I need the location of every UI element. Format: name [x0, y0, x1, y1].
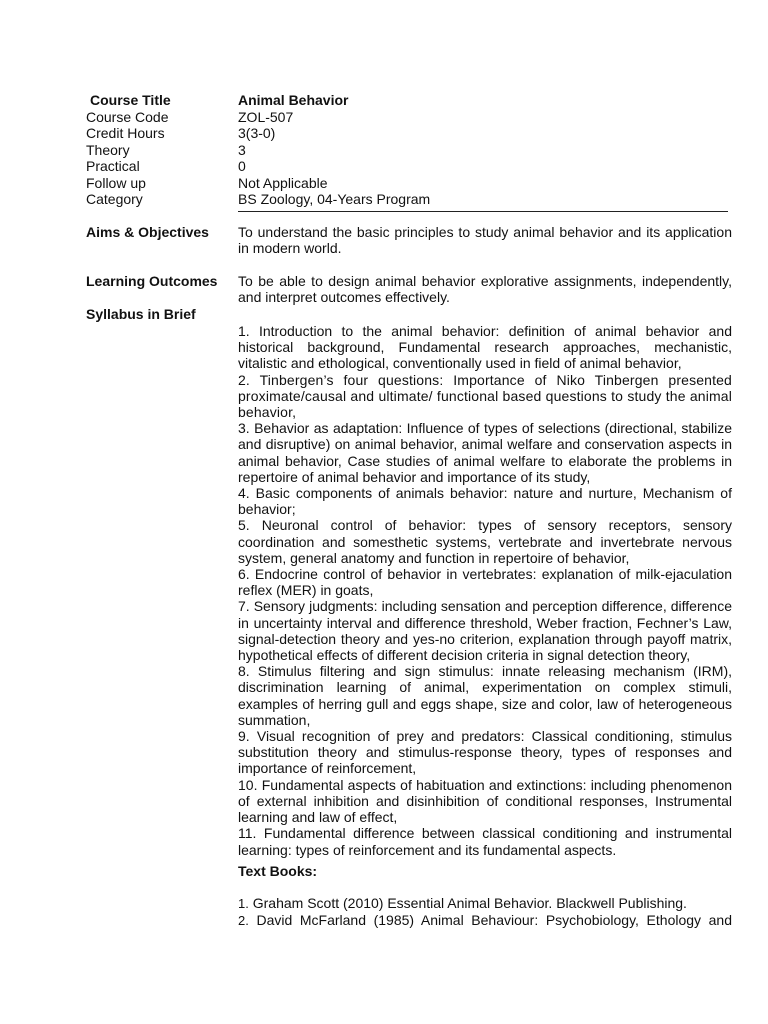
aims-label: Aims & Objectives [86, 224, 209, 240]
credit-hours-value: 3(3-0) [238, 125, 276, 141]
syllabus-item: 1. Introduction to the animal behavior: definition of animal behavior and historical background, Fundamental research approaches, mechanistic, vitalistic and ethological, conventionally used in field of animal behavior, [238, 323, 732, 372]
follow-up-row [86, 175, 736, 192]
theory-row [86, 142, 736, 159]
syllabus-item: 9. Visual recognition of prey and predators: Classical conditioning, stimulus substitution theory and stimulus-response theory, types of responses and importance of reinforcement, [238, 728, 732, 777]
course-title-row [86, 92, 736, 109]
practical-value: 0 [238, 158, 246, 174]
textbooks-heading: Text Books: [238, 863, 318, 879]
course-code-row [86, 109, 736, 126]
practical-row [86, 158, 736, 175]
textbook-text: Graham Scott (2010) Essential Animal Behavior. Blackwell Publishing. [252, 895, 687, 911]
follow-up-value: Not Applicable [238, 174, 328, 191]
syllabus-list [238, 323, 732, 858]
credit-hours-row [86, 125, 736, 142]
textbook-number: 1. [238, 896, 249, 911]
syllabus-item: 6. Endocrine control of behavior in vertebrates: explanation of milk-ejaculation reflex (MER) in goats, [238, 566, 732, 599]
course-title-value: Animal Behavior [238, 92, 349, 108]
syllabus-item: 7. Sensory judgments: including sensation and perception difference, difference in uncertainty interval and difference threshold, Weber fraction, Fechner’s Law, signal-detection theory and yes-no criterion, explanation through payoff matrix, hypothetical effects of different decision criteria in signal detection theory, [238, 598, 732, 664]
aims-text: To understand the basic principles to study animal behavior and its application in modern world. [238, 224, 732, 257]
theory-value: 3 [238, 141, 246, 158]
syllabus-item: 5. Neuronal control of behavior: types of sensory receptors, sensory coordination and somesthetic systems, vertebrate and invertebrate nervous system, general anatomy and function in repertoire of behavior, [238, 517, 732, 566]
learning-outcomes-label: Learning Outcomes [86, 273, 218, 289]
category-value: BS Zoology, 04-Years Program [238, 191, 431, 207]
syllabus-item: 11. Fundamental difference between classical conditioning and instrumental learning: types of reinforcement and its fundamental aspects. [238, 825, 732, 858]
theory-label: Theory [86, 141, 130, 158]
course-title-label: Course Title [90, 92, 171, 108]
syllabus-item: 10. Fundamental aspects of habituation and extinctions: including phenomenon of external inhibition and disinhibition of conditional responses, Instrumental learning and law of effect, [238, 776, 732, 826]
textbook-item [238, 912, 732, 929]
syllabus-item: 4. Basic components of animals behavior: nature and nurture, Mechanism of behavior; [238, 485, 732, 518]
category-row [86, 191, 736, 208]
textbook-text: David McFarland (1985) Animal Behaviour: Psychobiology, Ethology and [256, 912, 732, 929]
textbook-item [238, 895, 732, 912]
syllabus-item: 8. Stimulus filtering and sign stimulus: innate releasing mechanism (IRM), discrimination learning of animal, experimentation on complex stimuli, examples of herring gull and eggs shape, size and color, law of heterogeneous summation, [238, 663, 732, 728]
course-code-label: Course Code [86, 108, 169, 125]
course-info-table [86, 92, 736, 208]
syllabus-label: Syllabus in Brief [86, 306, 196, 322]
syllabus-item: 2. Tinbergen’s four questions: Importance of Niko Tinbergen presented proximate/causal and ultimate/ functional based questions to study the animal behavior, [238, 371, 732, 421]
practical-label: Practical [86, 158, 140, 174]
follow-up-label: Follow up [86, 174, 146, 191]
course-code-value: ZOL-507 [238, 108, 294, 125]
category-label: Category [86, 191, 143, 207]
textbook-number: 2. [238, 913, 249, 929]
header-divider [238, 211, 728, 212]
textbooks-list [238, 895, 732, 929]
textbooks-section [238, 863, 732, 879]
credit-hours-label: Credit Hours [86, 125, 165, 141]
learning-outcomes-text: To be able to design animal behavior explorative assignments, independently, and interpret outcomes effectively. [238, 273, 732, 306]
syllabus-item: 3. Behavior as adaptation: Influence of types of selections (directional, stabilize and disruptive) on animal behavior, animal welfare and conservation aspects in animal behavior, Case studies of animal welfare to elaborate the problems in repertoire of animal behavior and importance of its study, [238, 420, 732, 485]
